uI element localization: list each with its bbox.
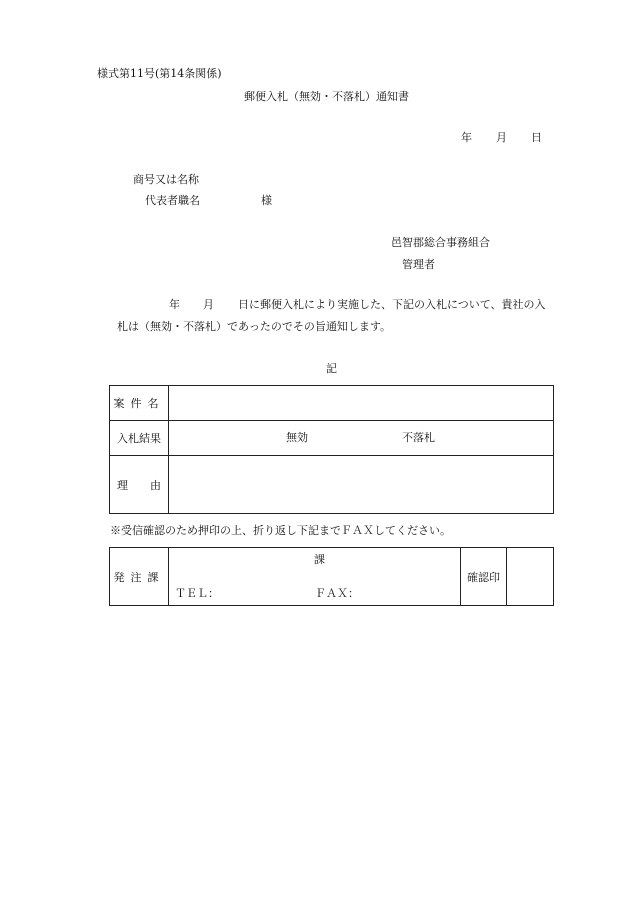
- result-invalid: 無効: [286, 431, 308, 444]
- body-year: 年: [169, 298, 180, 311]
- representative-label: 代表者職名: [145, 194, 200, 207]
- sender-organization: 邑智郡総合事務組合: [391, 236, 490, 249]
- result-label: 入札結果: [110, 421, 169, 456]
- details-table: [109, 385, 554, 514]
- ka-label: 課: [314, 553, 325, 566]
- fax-note: ※受信確認のため押印の上、折り返し下記までＦＡＸしてください。: [110, 524, 451, 537]
- document-title: 郵便入札（無効・不落札）通知書: [244, 90, 409, 103]
- body-month: 月: [203, 298, 214, 311]
- tel-label: ＴＥＬ：: [175, 587, 219, 600]
- date-day: 日: [531, 131, 542, 144]
- ki-heading: 記: [326, 362, 337, 375]
- case-name-label: 案件名: [110, 386, 169, 421]
- date-year: 年: [461, 131, 472, 144]
- honorific: 様: [261, 194, 272, 207]
- reason-value: [169, 456, 554, 514]
- sender-title: 管理者: [402, 258, 435, 271]
- reason-row: [110, 456, 554, 514]
- case-name-value: [169, 386, 554, 421]
- form-number: 様式第11号(第14条関係): [97, 67, 222, 80]
- reason-label: 理 由: [110, 456, 169, 514]
- result-options: [169, 421, 554, 456]
- body-line-2: 札は（無効・不落札）であったのでその旨通知します。: [117, 320, 392, 333]
- department-contact: [169, 548, 461, 606]
- department-table: [109, 547, 554, 606]
- date-month: 月: [496, 131, 507, 144]
- result-row: [110, 421, 554, 456]
- case-name-row: [110, 386, 554, 421]
- fax-label: ＦＡＸ：: [315, 587, 359, 600]
- result-no-award: 不落札: [402, 431, 435, 444]
- department-row: [110, 548, 554, 606]
- company-name-label: 商号又は名称: [133, 173, 199, 186]
- seal-box: [507, 548, 554, 606]
- department-label: 発注課: [110, 548, 169, 606]
- seal-label: 確認印: [461, 548, 507, 606]
- body-line-1: 日に郵便入札により実施した、下記の入札について、貴社の入: [238, 298, 546, 311]
